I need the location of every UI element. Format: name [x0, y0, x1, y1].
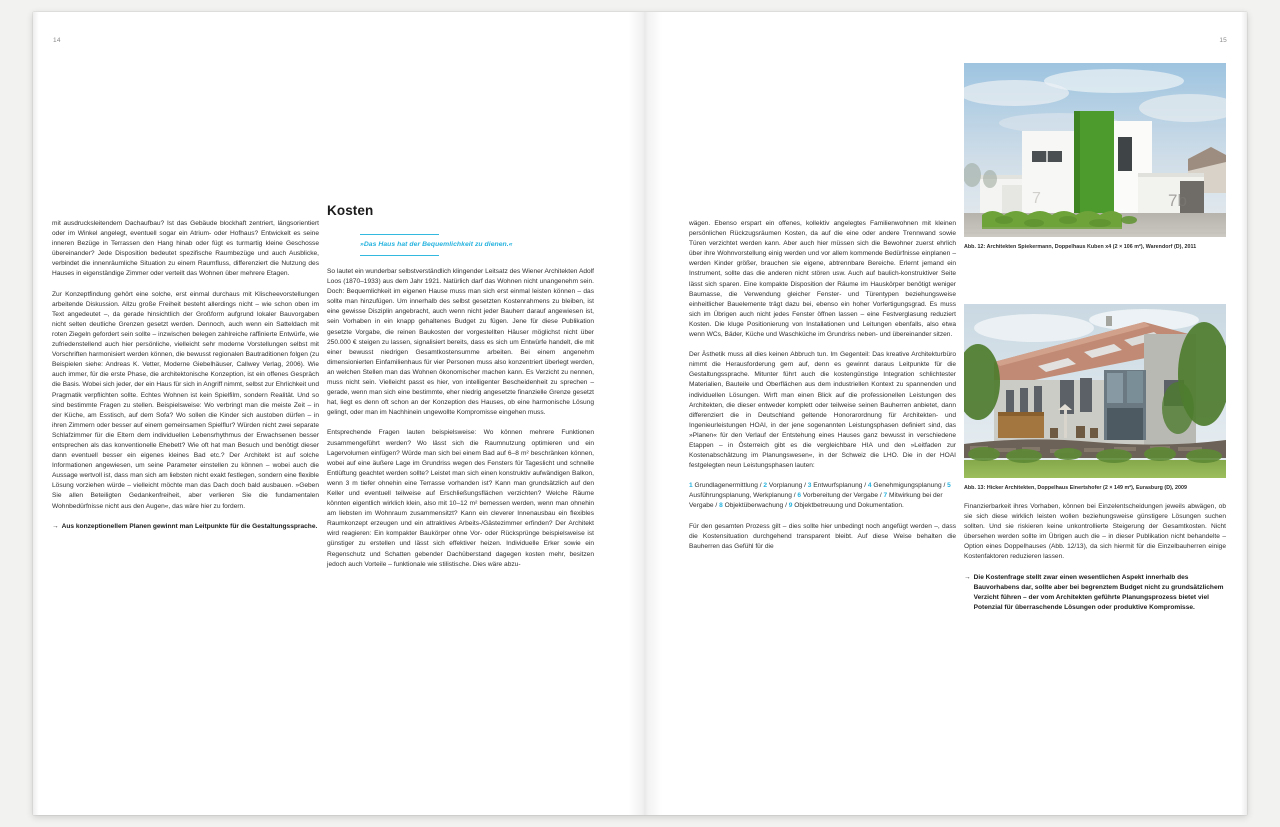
paragraph: So lautet ein wunderbar selbstverständlich klingender Leitsatz des Wiener Architekten Adolf Loos (1870–1933) aus dem Jahr 1921. Natürlich darf das Wohnen nicht unangenehm sein. Doch: Bequemlichkeit im eigenen Hause muss man sich erst einmal leisten können – das sollte man hinzufügen. Um innerhalb des selbst gesetzten Kostenrahmens zu bleiben, ist eine gewisse Disziplin angebracht, auch wenn nicht jeder Bauherr darauf angewiesen ist, sein Vorhaben in ein knapp gehaltenes Budget zu fügen. Jene für diese Publikation gesetzte Vorgabe, die reinen Baukosten der vorgestellten Häuser möglichst nicht über 250.000 € steigen zu lassen, signalisiert bereits, dass es sich um Entwürfe handelt, die mit einer bewusst niedrigen Gesamtkostensumme arbeiten. Bei einem angenehm dimensionierten Einfamilienhaus für vier Personen muss also konzentriert überlegt werden, an welchen Stellen man das Wohnen ökonomischer machen kann. Es Verzicht zu nennen, muss nicht sein. Vielleicht passt es hier, von intelligenter Bescheidenheit zu sprechen – gerade, wenn man sich eine bestimmte, eher niedrig angesetzte finanzielle Grenze gesetzt hat, liegt es denn oft schon an der Konzeption des Hauses, ob eine harmonische Lösung gelingt, oder man im Nachhinein ungewollte Kompromisse eingehen muss. — [327, 268, 594, 417]
phase-label: Mitwirkung bei der Vergabe — [689, 492, 943, 510]
paragraph: wägen. Ebenso erspart ein offenes, kollektiv angelegtes Familienwohnen mit kleinen persönlichen Rückzugsräumen Kosten, da auf die eine oder andere Trennwand sowie Türen verzichtet werden kann. Aber auch hier müssen sich die Bewohner zuerst ehrlich über ihre Wohnvorstellung einig werden und vor allem kommende Bedürfnisse einplanen – werden Kinder größer, brauchen sie eigene, abtrennbare Bereiche. Erlernt jemand ein Instrument, sollte das die anderen nicht stören usw. Auch auf baulich-konstruktiver Seite lässt sich sparen. Eine kompakte Disposition der Räume im Hauskörper benötigt weniger Baumasse, die Verwendung gleicher Fenster- und Türentypen beziehungsweise einheitlicher Bauelemente trägt dazu bei, ebenso ein hoher Vorfertigungsgrad. Es muss sich im Übrigen auch nicht jedes Fenster öffnen lassen – eine Festverglasung reduziert Kosten. Die kluge Positionierung von Installationen und Leitungen ebenfalls, also etwa wenn WCs, Bäder, Küche und Waschküche im Grundriss neben- und übereinander sitzen. — [689, 220, 956, 339]
left-page-column-2 — [327, 204, 594, 570]
page-edge-shadow-right — [1241, 12, 1247, 815]
phase-separator: / — [713, 502, 720, 510]
phase-separator: / — [878, 492, 884, 500]
phase-separator: / — [941, 482, 948, 490]
photo-modern-duplex-house — [964, 63, 1226, 237]
phase-label: Ausführungsplanung, Werkplanung — [689, 492, 792, 500]
arrow-right-icon: → — [964, 573, 971, 581]
phase-number: 5 — [947, 482, 951, 490]
paragraph: Entsprechende Fragen lauten beispielsweise: Wo können mehrere Funktionen zusammengeführt werden? Wo lässt sich die Raumnutzung optimieren und ein Lagervolumen einfügen? Würde man sich bei einem Bad auf 6–8 m² beschränken können, wobei auf eine äußere Lage im Grundriss wegen des Fensters für Tageslicht und schnelle Entlüftung geachtet werden sollte? Leistet man sich einen konstruktiv aufwändigen Balkon, wenn 3 m tiefer ohnehin eine Terrasse vorhanden ist? Kann man grundsätzlich auf den Keller und eventuell teilweise auf Erschließungsflächen verzichten? Welche Räume könnten eigentlich wirklich klein, also mit 10–12 m² bemessen werden, wenn man ohnehin am liebsten im Wohnraum zusammensitzt? Kann ein cleverer Innenausbau ein flexibles Raumkonzept erzeugen und ein attraktives Arbeits-/Gästezimmer erfinden? Der Architekt wird reagieren: Ein kompakter Baukörper ohne Vor- oder Rücksprünge beispielsweise ist günstiger zu erstellen und lässt sich effektiver heizen. Individuelle Erker sowie ein Regenschutz und Schatten gebender Dachüberstand dagegen kosten mehr, besitzen jedoch auch Vorteile – funktionale wie stilistische. Dies wäre abzu- — [327, 429, 594, 568]
phase-label: Genehmigungsplanung — [873, 482, 942, 490]
paragraph: Zur Konzeptfindung gehört eine solche, erst einmal durchaus mit Klischeevorstellungen arbeitende Diskussion. Allzu große Freiheit besteht allerdings nicht – wie schon oben im Text angedeutet –, da gerade hinsichtlich der Großform aufgrund lokaler Bauvorgaben nicht selten deutliche Grenzen gesetzt werden. Dennoch, auch wenn ein Satteldach mit roten Ziegeln gefordert sein sollte – inzwischen belegen zahlreiche raffinierte Entwürfe, wie zufriedenstellend auch hier persönliche, vielleicht sehr moderne Vorstellungen selbst mit Vorschriften harmonisiert werden können, die bewusst regionalen Bautraditionen folgen (zu Beispielen siehe: Andreas K. Vetter, Moderne Giebelhäuser, Callwey Verlag, 2006). Wie auch immer, für die erste Phase, die architektonische Konzeption, ist ein offenes Gespräch die Basis. Wobei sich jeder, der ein Haus für sich in Angriff nimmt, selbst zur Ehrlichkeit und Pragmatik verpflichten sollte. Echtes Wohnen ist kein Spielfilm, sondern Realität. Und so sind bestimmte Fragen zu stellen. Beispielsweise: Wo verbringt man die meiste Zeit – in der Küche, am Esstisch, auf dem Sofa? Wo sollen die Kinder sich austoben dürfen – in ihren Zimmern oder besser auf einem gemeinsamen Spielflur? Würden nicht zwei separate Schlafzimmer für die Eltern dem individuellen Lebensrhythmus der Erwachsenen besser entsprechen als das konventionelle Ehebett? Wie oft hat man Besuch und benötigt dieser dann eventuell besser ein eigenes kleines Bad etc.? Der Architekt ist auf solche Informationen angewiesen, um seine Parameter einstellen zu können – wobei auch die Aussage wertvoll ist, dass man sich am liebsten nicht exakt festlegen, sondern eine flexible Lösung vorziehen würde – vielleicht möchte man das Dach doch bald ausbauen. »Geben Sie allen Beteiligten Gedankenfreiheit, aber verlieren Sie die fundamentalen Wohnbedürfnisse nicht aus den Augen«, das wäre hier zu fordern. — [52, 290, 319, 510]
phase-number: 8 — [719, 502, 725, 510]
right-page-column-1 — [689, 219, 956, 552]
paragraph: Der Ästhetik muss all dies keinen Abbruch tun. Im Gegenteil: Das kreative Architekturbüro nimmt die Herausforderung gern auf, denn es gewinnt daraus Leitpunkte für die Gestaltungssprache. Mitunter führt auch die kostengünstige Integration schlichtester Materialien, Bauteile und Oberflächen aus dem industriellen Kontext zu spannenden und individuellen Lösungen. Wirft man einen Blick auf die professionellen Leistungen des Architekten, die dieser entweder komplett oder teilweise seinen Bauherren anbietet, dann differenziert die in Deutschland geltende Honorarordnung für Architekten- und Ingenieurleistungen HOAI, in der jene sogenannten Leistungsphasen definiert sind, das »Planen« für den Verlauf der Entstehung eines Hauses ganz bewusst in verschiedene Etappen – in Österreich gibt es die vergleichbare HIA und den »Leitfaden zur Kostenabschätzung im Planungswesen«, in der Schweiz die LHO. Die in der HOAI festgelegten neun Leistungsphasen lauten: — [689, 351, 956, 470]
paragraph: Für den gesamten Prozess gilt – dies sollte hier unbedingt noch angefügt werden –, dass die Kostensituation durchgehend transparent bleibt. Auf diese Weise behalten die Bauherren das Gefühl für die — [689, 522, 956, 550]
folio-page-number-left: 14 — [53, 37, 61, 44]
hoai-service-phases-list — [689, 481, 956, 511]
figure-caption-abb-13: Abb. 13: Hicker Architekten, Doppelhaus Einertshofer (2 × 149 m²), Eurasburg (D), 2009 — [964, 485, 1187, 491]
figure-caption-abb-12: Abb. 12: Architekten Spiekermann, Doppelhaus Kuben x4 (2 × 106 m²), Warendorf (D), 2011 — [964, 244, 1197, 250]
svg-text:7: 7 — [1032, 190, 1041, 207]
phase-label: Objektüberwachung — [724, 502, 784, 510]
figure-abb-12 — [964, 63, 1226, 251]
phase-separator: / — [757, 482, 764, 490]
pull-quote — [327, 234, 594, 257]
phase-number: 9 — [788, 502, 795, 510]
phase-label: Vorbereitung der Vergabe — [802, 492, 879, 500]
phase-number: 7 — [883, 492, 890, 500]
phase-label: Grundlagenermittlung — [694, 482, 758, 490]
quote-rule-bottom — [360, 255, 439, 256]
leadout-text: Die Kostenfrage stellt zwar einen wesentlichen Aspekt innerhalb des Bauvorhabens dar, sollte aber bei begrenztem Budget nicht zu grundsätzlichem Verzicht führen – der vom Architekten geführte Planungsprozess bietet viel Potenzial für überraschende Lösungen oder produktive Kompromisse. — [973, 573, 1224, 611]
phase-label: Vorplanung — [768, 482, 803, 490]
book-spread — [33, 12, 1247, 815]
section-title: Kosten — [327, 203, 374, 218]
phase-separator: / — [862, 482, 868, 490]
right-page-column-2 — [964, 502, 1226, 613]
left-page-column-1 — [52, 219, 319, 532]
left-page — [33, 12, 628, 815]
phase-separator: / — [791, 492, 798, 500]
paragraph: mit ausdrucksleitendem Dachaufbau? Ist das Gebäude blockhaft zentriert, längsorientiert oder im Winkel angelegt, eventuell sogar ein Atrium- oder Hofhaus? Entwickelt es seine inneren Bezüge in Terrassen den Hang hinab oder fügt es turmartig kleine Geschosse übereinander? Jede Disposition bedeutet spezifische Raumbezüge und auch Ausblicke, verbindet die innenräumliche Situation zu einem Raumfluss, differenziert die Nutzung des Hauses in eigenständige Zimmer oder verteilt das Wohnen über mehrere Etagen. — [52, 220, 319, 278]
arrow-right-icon: → — [52, 522, 59, 530]
photo-duplex-house-pitched-roof — [964, 304, 1226, 478]
right-page — [628, 12, 1247, 815]
folio-page-number-right: 15 — [1219, 37, 1227, 44]
svg-text:7b: 7b — [1168, 191, 1187, 210]
figure-image-abb-12 — [964, 63, 1226, 237]
phase-number: 2 — [763, 482, 769, 490]
phase-number: 6 — [797, 492, 803, 500]
phase-label: Objektbetreuung und Dokumentation. — [794, 502, 904, 510]
leadout-statement — [52, 522, 319, 532]
leadout-statement — [964, 573, 1226, 613]
page-edge-shadow-left — [33, 12, 39, 815]
leadout-text: Aus konzeptionellem Planen gewinnt man Leitpunkte für die Gestaltungssprache. — [61, 522, 318, 530]
phase-number: 1 — [689, 482, 695, 490]
phase-number: 4 — [867, 482, 874, 490]
quote-text: »Das Haus hat der Bequemlichkeit zu dienen.« — [360, 241, 513, 248]
phase-label: Entwurfsplanung — [813, 482, 863, 490]
phase-separator: / — [783, 502, 789, 510]
phase-number: 3 — [807, 482, 814, 490]
phase-separator: / — [802, 482, 808, 490]
paragraph: Finanzierbarkeit ihres Vorhaben, können bei Einzelentscheidungen jeweils abwägen, ob sie sich diese wirklich leisten wollen beziehungsweise günstigere Lösungen suchen sollten. Und sie riskieren keine unkontrollierte Steigerung der Gesamtkosten. Nicht übersehen werden sollte im Übrigen auch die – in dieser Publikation nicht behandelte – Option eines Doppelhauses (Abb. 12/13), da sich hiermit für die Einzelbauherren einige Kostenfaktoren reduzieren lassen. — [964, 503, 1226, 561]
figure-image-abb-13 — [964, 304, 1226, 478]
figure-abb-13 — [964, 304, 1226, 492]
